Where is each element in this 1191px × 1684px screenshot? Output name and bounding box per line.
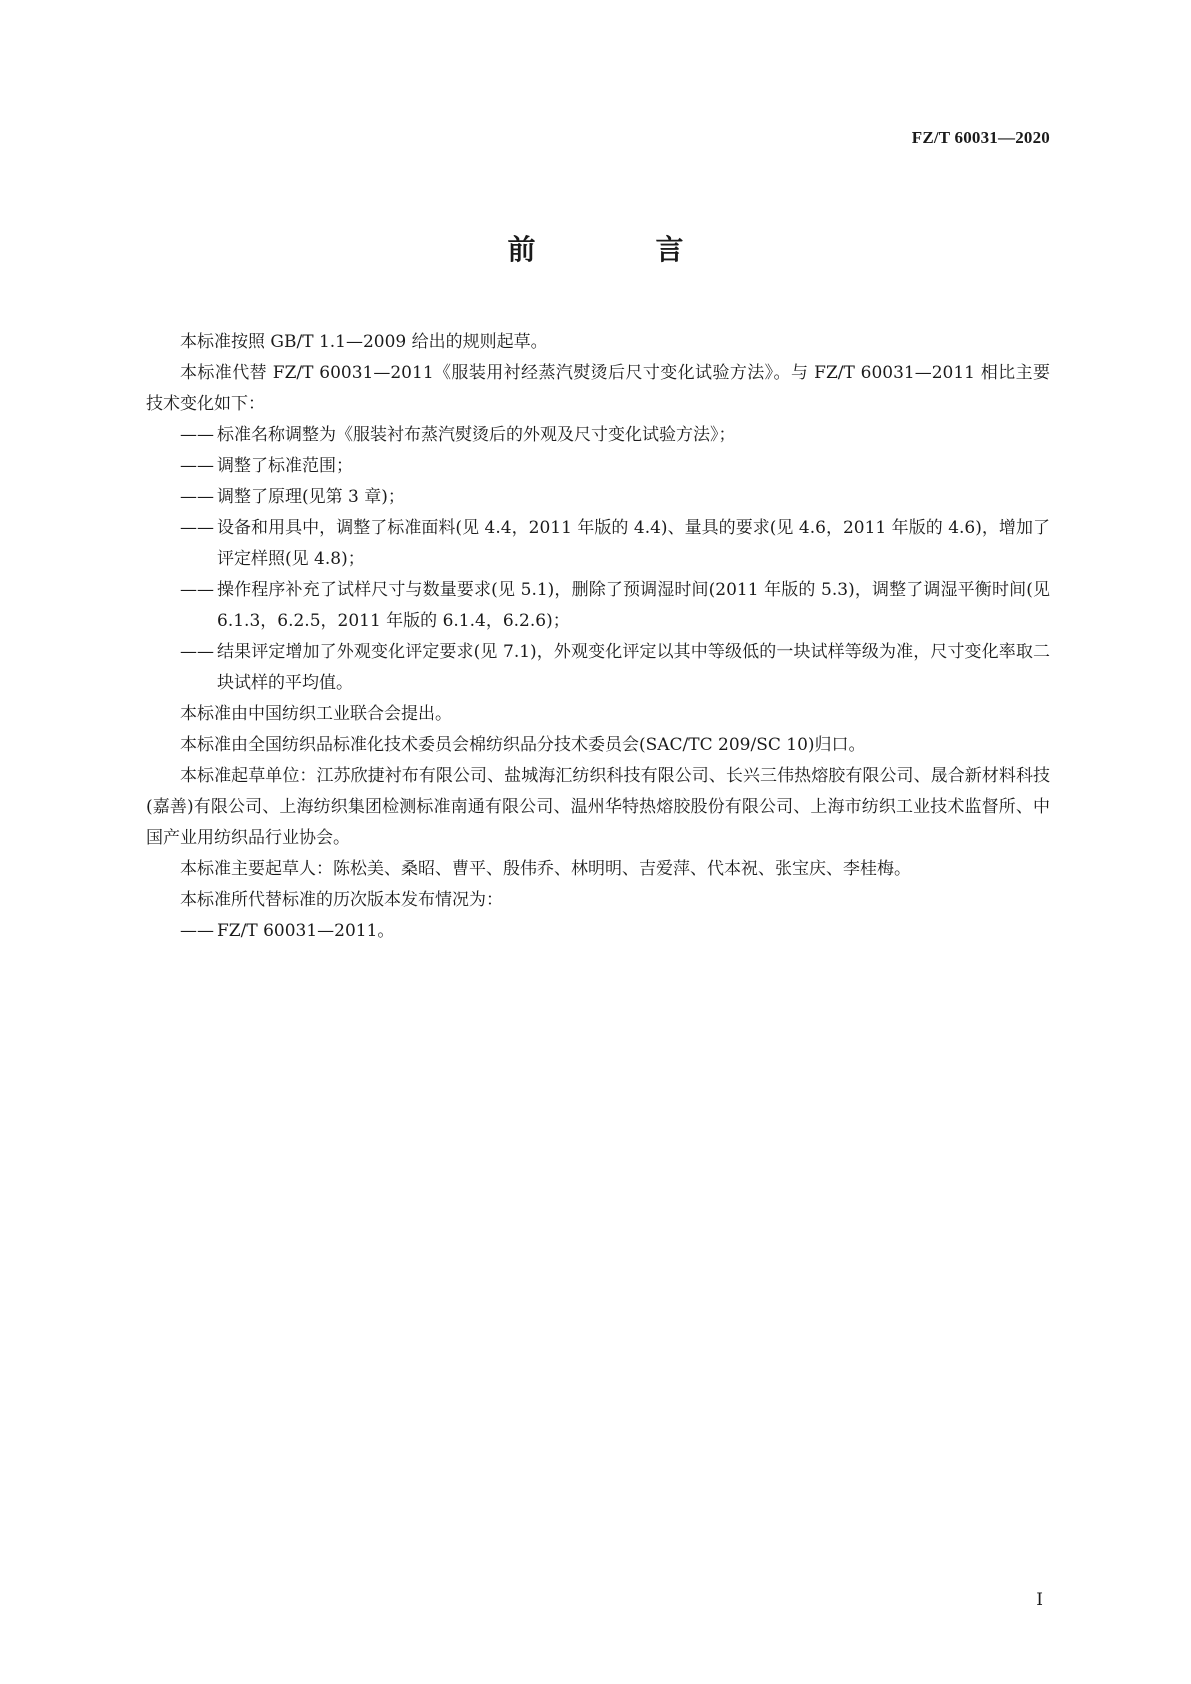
dash-marker: ——	[180, 425, 214, 445]
list-item-text: 设备和用具中，调整了标准面料(见 4.4，2011 年版的 4.4)、量具的要求(见 4.6，2011 年版的 4.6)，增加了评定样照(见 4.8)；	[217, 518, 1050, 569]
paragraph-drafting-rules: 本标准按照 GB/T 1.1—2009 给出的规则起草。	[180, 332, 548, 352]
dash-marker: ——	[180, 921, 214, 941]
list-item	[146, 482, 1050, 513]
paragraph-history: 本标准所代替标准的历次版本发布情况为：	[180, 890, 503, 910]
list-item-text: 标准名称调整为《服装衬布蒸汽熨烫后的外观及尺寸变化试验方法》；	[217, 425, 736, 445]
page-number: I	[1036, 1590, 1043, 1610]
list-item	[146, 637, 1050, 699]
list-item-text: FZ/T 60031—2011。	[217, 921, 395, 941]
dash-marker: ——	[180, 580, 214, 600]
dash-marker: ——	[180, 642, 214, 662]
list-item	[146, 451, 1050, 482]
page-title: 前 言	[507, 233, 730, 266]
dash-marker: ——	[180, 518, 214, 538]
list-item	[146, 916, 1050, 947]
list-item-text: 结果评定增加了外观变化评定要求(见 7.1)，外观变化评定以其中等级低的一块试样等级为准，尺寸变化率取二块试样的平均值。	[217, 642, 1050, 693]
list-item	[146, 575, 1050, 637]
paragraph-replacement: 本标准代替 FZ/T 60031—2011《服装用衬经蒸汽熨烫后尺寸变化试验方法》。与 FZ/T 60031—2011 相比主要技术变化如下：	[146, 363, 1050, 414]
list-item-text: 操作程序补充了试样尺寸与数量要求(见 5.1)，删除了预调湿时间(2011 年版的 5.3)，调整了调湿平衡时间(见 6.1.3，6.2.5，2011 年版的 6.1.4，6.2.6)；	[217, 580, 1050, 631]
document-body	[146, 327, 1050, 947]
paragraph-proposer: 本标准由中国纺织工业联合会提出。	[180, 704, 452, 724]
dash-marker: ——	[180, 487, 214, 507]
standard-code: FZ/T 60031—2020	[911, 128, 1050, 147]
list-item-text: 调整了原理(见第 3 章)；	[217, 487, 405, 507]
list-item-text: 调整了标准范围；	[217, 456, 353, 476]
history-list	[146, 916, 1050, 947]
paragraph-committee: 本标准由全国纺织品标准化技术委员会棉纺织品分技术委员会(SAC/TC 209/SC 10)归口。	[180, 735, 866, 755]
list-item	[146, 513, 1050, 575]
dash-marker: ——	[180, 456, 214, 476]
list-item	[146, 420, 1050, 451]
paragraph-drafters: 本标准主要起草人：陈松美、桑昭、曹平、殷伟乔、林明明、吉爱萍、代本祝、张宝庆、李桂梅。	[180, 859, 911, 879]
paragraph-drafting-units: 本标准起草单位：江苏欣捷衬布有限公司、盐城海汇纺织科技有限公司、长兴三伟热熔胶有限公司、晟合新材料科技(嘉善)有限公司、上海纺织集团检测标准南通有限公司、温州华特热熔胶股份有限公司、上海市纺织工业技术监督所、中国产业用纺织品行业协会。	[146, 766, 1050, 848]
technical-changes-list	[146, 420, 1050, 699]
